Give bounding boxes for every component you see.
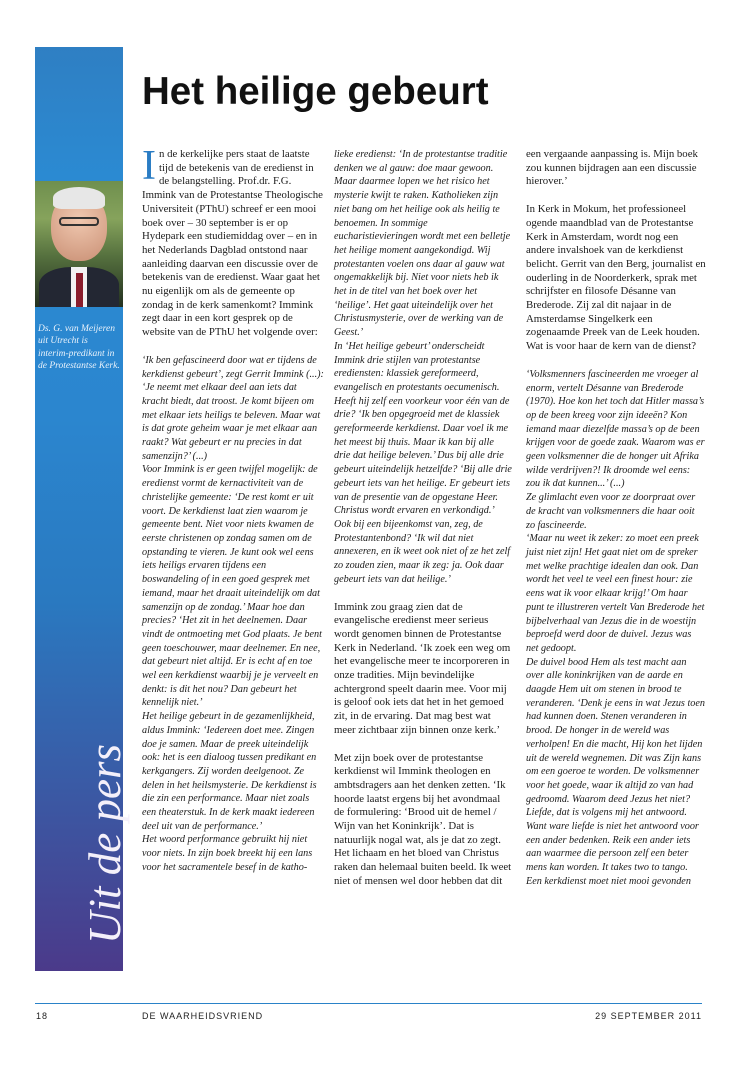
paragraph-text: In ‘Het heilige gebeurt’ onderscheidt Immink drie stijlen van protestantse erediensten: klassiek gereformeerd, evangelisch en protestants oecumenisch. Heeft hij zelf een voorkeur voor één van de drie? ‘Ik ben opgegroeid met de klassiek gereformeerde kerkdienst. Daar voel ik me het meest bij thuis. Maar ik kan bij alle drie dat heilige beleven.’ Dus bij alle drie gebeurt uiteindelijk hetzelfde? ‘Bij alle drie gebeurt iets van het heilige. Er gebeurt iets van de presentie van de opgestane Heer. Christus wordt ervaren en verkondigd.’ Ook bij een bijeenkomst van, zeg, de Protestantenbond? ‘Ik wil dat niet annexeren, en ik weet ook niet of ze het zelf zo zouden zien, maar ik zeg: ja. Ook daar gebeurt iets van dat heilige.’	[334, 340, 512, 585]
paragraph-text: Ze glimlacht even voor ze doorpraat over de kracht van volksmenners die haar ooit zo fascineerde.	[526, 492, 696, 531]
paragraph-text: In Kerk in Mokum, het professioneel ogende maandblad van de Protestantse Kerk in Amsterdam, wordt nog een andere invalshoek van de kerkdienst belicht. Gerrit van den Berg, journalist en ouderling in de Noorderkerk, sprak met schrijfster en filosofe Désanne van Brederode. Zij zal dit najaar in de Amsterdamse Singelkerk een zogenaamde Preek van de Leek houden. Wat is voor haar de kern van de dienst?	[526, 203, 706, 353]
article-paragraph	[526, 875, 706, 889]
article-column-2	[334, 148, 512, 889]
paragraph-gap	[526, 189, 706, 203]
drop-cap: I	[142, 143, 156, 189]
magazine-name: DE WAARHEIDSVRIEND	[142, 1011, 264, 1021]
issue-date: 29 SEPTEMBER 2011	[595, 1011, 702, 1021]
article-paragraph	[142, 143, 324, 340]
article-headline: Het heilige gebeurt	[142, 70, 489, 113]
page-number: 18	[36, 1011, 49, 1021]
article-paragraph	[526, 532, 706, 655]
paragraph-text: een vergaande aanpassing is. Mijn boek zou kunnen bijdragen aan een discussie hierover.’	[526, 148, 698, 188]
paragraph-text: ‘Volksmenners fascineerden me vroeger al enorm, vertelt Désanne van Brederode (1970). Hoe kon het toch dat Hitler massa’s op de been kreeg voor zijn ideeën? Kon iemand maar diezelfde massa’s op de been krijgen voor de goede zaak. Waarom was er geen volksmenner die de honger uit Afrika wilde verdrijven?! Ik droomde wel eens: zou ik dat kunnen...’ (...)	[526, 368, 705, 490]
footer-rule	[35, 1003, 702, 1004]
paragraph-gap	[334, 738, 512, 752]
author-photo	[35, 181, 123, 307]
paragraph-text: n de kerkelijke pers staat de laatste tijd de betekenis van de eredienst in de belangstelling. Prof.dr. F.G. Immink van de Protestantse Theologische Universiteit (PThU) schreef er een mooi boek over – 30 september is er op Hydepark een studiemiddag over – en in het Nederlands Dagblad ontstond naar aanleiding daarvan een discussie over de betekenis van de eredienst. Waar gaat het nu eigenlijk om als de gemeente op zondag in de kerk samenkomt? Immink zegt daar in een kort gesprek op de website van de PThU het volgende over:	[142, 148, 323, 339]
paragraph-text: Een kerkdienst moet niet mooi gevonden	[526, 875, 691, 887]
article-paragraph	[526, 368, 706, 491]
paragraph-text: ‘Maar nu weet ik zeker: zo moet een preek juist niet zijn! Het gaat niet om de spreker met welke prachtige idealen dan ook. Dan wordt het veel te veel een finest hour: zie eens wat ik voor elkaar krijg!’ Om haar punt te illustreren vertelt Van Brederode het bijbelverhaal van Jezus die in de woestijn beproefd werd door de duivel. Jezus was net gedoopt.	[526, 533, 705, 654]
section-title: Uit de pers	[80, 744, 130, 944]
article-paragraph	[142, 463, 324, 710]
article-paragraph	[142, 354, 324, 464]
paragraph-text: Het woord performance gebruikt hij niet voor niets. In zijn boek breekt hij een lans voor het sacramentele besef in de katho-	[142, 834, 313, 873]
article-paragraph	[526, 148, 706, 189]
photo-caption: Ds. G. van Meijeren uit Utrecht is interim-predikant in de Protestantse Kerk.	[38, 324, 120, 372]
article-paragraph	[142, 710, 324, 833]
paragraph-gap	[526, 354, 706, 368]
paragraph-text: Immink zou graag zien dat de evangelische eredienst meer serieus wordt genomen binnen de Protestantse Kerk in Nederland. ‘Ik zoek een weg om het evangelische meer te incorporeren in onze tradities. Mijn bevindelijke achtergrond speelt daarin mee. Voor mij is geloof ook iets dat het in het gemoed zit, in de ervaring. Dat mag best wat meer zichtbaar zijn binnen onze kerk.’	[334, 600, 511, 736]
article-column-1	[142, 143, 324, 875]
paragraph-text: Met zijn boek over de protestantse kerkdienst wil Immink theologen en ambtsdragers aan het denken zetten. ‘Ik hoorde laatst ergens bij het avondmaal de formulering: ‘Brood uit de hemel / Wijn van het Koninkrijk’. Dat is natuurlijk nogal wat, als je dat zo zegt. Het lichaam en het bloed van Christus raken dan helemaal buiten beeld. Ik weet niet of mensen wel door hebben dat dit	[334, 751, 512, 887]
article-paragraph	[334, 601, 512, 738]
article-paragraph	[526, 491, 706, 532]
paragraph-gap	[334, 587, 512, 601]
article-paragraph	[334, 752, 512, 889]
paragraph-text: ‘Ik ben gefascineerd door wat er tijdens de kerkdienst gebeurt’, zegt Gerrit Immink (...): ‘Je neemt met elkaar deel aan iets dat kracht biedt, dat troost. Je komt bijeen om met elkaar iets heiligs te beleven. Maar wat is dat grote geheim waar je met elkaar aan raakt? Wat gebeurt er nu precies in dat samenzijn?’ (...)	[142, 354, 324, 462]
article-paragraph	[526, 656, 706, 875]
article-paragraph	[334, 340, 512, 587]
paragraph-text: Voor Immink is er geen twijfel mogelijk: de eredienst vormt de kernactiviteit van de christelijke gemeente: ‘De rest komt er uit voort. De kerkdienst laat zien waarom je gemeente bent. Niet voor niets kwamen de eerste christenen op zondag samen om de opstanding te vieren. Je kunt ook wel eens iets heiligs ervaren tijdens een boswandeling of in een goed gesprek met iemand, maar het draait uiteindelijk om dat samenzijn op de zondag.’ Maar hoe dan precies? ‘Het zit in het deelnemen. Daar vindt de ontmoeting met God plaats. Je bent geen toeschouwer, maar deelnemer. En nee, dat gebeurt niet altijd. Er is echt af en toe wel een kerkdienst waarbij je je verveelt en denkt: is dit het nou? Dan gebeurt het kennelijk niet.’	[142, 464, 322, 709]
article-column-3	[526, 148, 706, 889]
paragraph-text: Het heilige gebeurt in de gezamenlijkheid, aldus Immink: ‘Iedereen doet mee. Zingen doe je samen. Maar de preek uiteindelijk ook: het is een dialoog tussen predikant en kerkgangers. Zij worden deelgenoot. Ze delen in het heilsmysterie. De kerkdienst is die zin een performance. Maar niet zoals een theaterstuk. In de kerk maakt iedereen deel uit van de performance.’	[142, 711, 317, 832]
paragraph-text: De duivel bood Hem als test macht aan over alle koninkrijken van de aarde en daagde Hem uit om stenen in brood te veranderen. ‘Denk je eens in wat Jezus toen had kunnen doen. Stenen veranderen in brood. De honger in de wereld was verholpen! En die macht, Hij kon het lijden uit de wereld wegnemen. Dit was Zijn kans om een goeroe te worden. De volksmenner voor het goede, waar ik altijd zo van had gedroomd. Waarom deed Jezus het niet? Liefde, dat is volgens mij het antwoord. Want ware liefde is niet het antwoord voor een ander bedenken. Reik een ander iets aan waarmee die persoon zelf een beter mens kan worden. It takes two to tango.	[526, 656, 705, 874]
article-paragraph	[334, 148, 512, 340]
article-paragraph	[526, 203, 706, 354]
paragraph-gap	[142, 340, 324, 354]
paragraph-text: lieke eredienst: ‘In de protestantse traditie denken we al gauw: doe maar gewoon. Maar daarmee lopen we het risico het mysterie kwijt te raken. Katholieken zijn niet bang om het heilige ook als heilig te benoemen. In sommige eucharistievieringen wordt met een belletje het heilige moment aangekondigd. Wij protestanten voelen ons daar al gauw wat ongemakkelijk bij. Niet voor niets heb ik het in de titel van het boek over het ‘heilige’. Het gaat uiteindelijk over het Christusmysterie, over de werking van de Geest.’	[334, 149, 511, 339]
article-paragraph	[142, 833, 324, 874]
